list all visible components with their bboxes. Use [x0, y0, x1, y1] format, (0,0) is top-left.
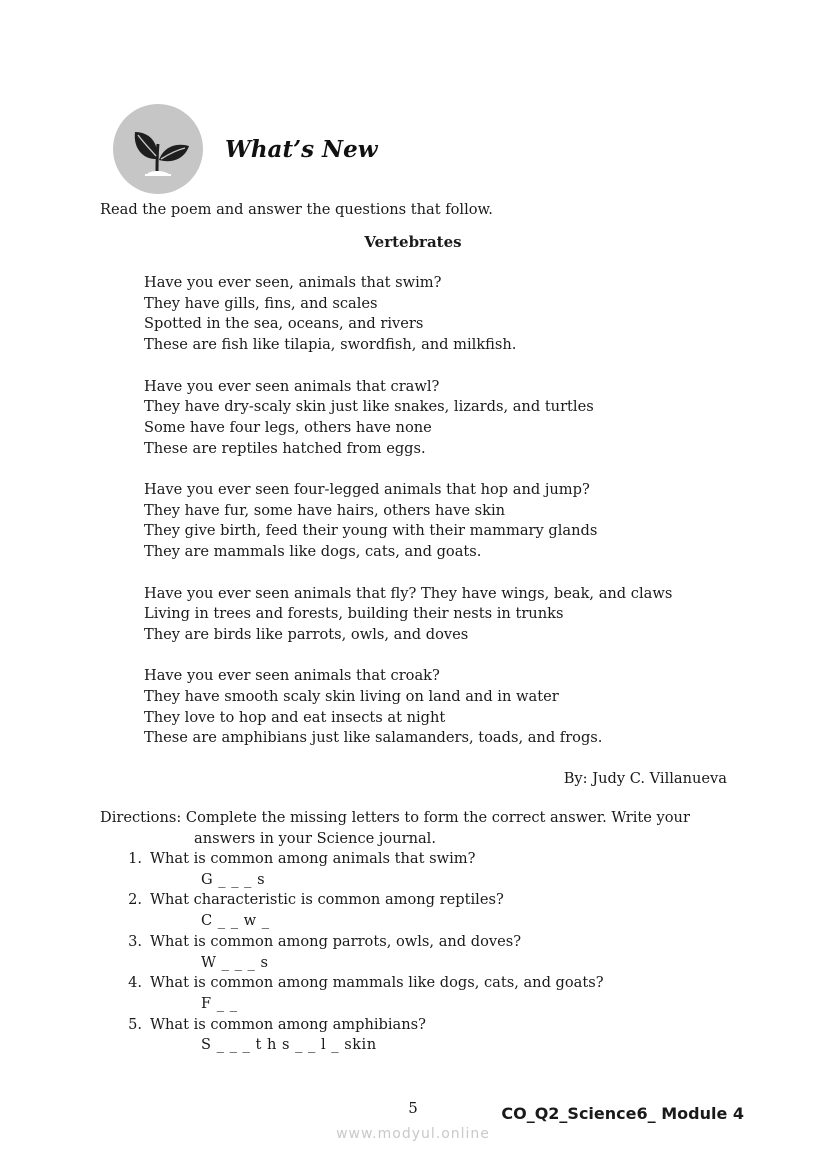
intro-text: Read the poem and answer the questions that follow. — [100, 201, 493, 218]
poem-line: These are reptiles hatched from eggs. — [144, 439, 426, 457]
question-item — [100, 1015, 604, 1036]
poem-line: They give birth, feed their young with their mammary glands — [144, 522, 598, 540]
poem-stanza-3 — [144, 480, 672, 563]
question-text: What is common among amphibians? — [150, 1015, 426, 1033]
question-text: What is common among parrots, owls, and doves? — [150, 932, 522, 950]
question-number: 5. — [128, 1015, 142, 1033]
answer-blank: G _ _ _ s — [201, 870, 266, 888]
question-number: 3. — [128, 932, 142, 950]
poem-body — [144, 273, 672, 770]
question-text: What characteristic is common among reptiles? — [150, 891, 504, 909]
poem-line: These are amphibians just like salamanders, toads, and frogs. — [144, 729, 603, 747]
poem-line: Have you ever seen four-legged animals that hop and jump? — [144, 481, 590, 498]
poem-line: They have dry-scaly skin just like snakes, lizards, and turtles — [144, 398, 594, 416]
question-number: 1. — [128, 850, 142, 867]
answer-blank: C _ _ w _ — [201, 912, 270, 930]
poem-line: They have fur, some have hairs, others have skin — [144, 501, 506, 519]
question-item — [100, 932, 604, 953]
poem-line: They love to hop and eat insects at night — [144, 708, 446, 726]
poem-stanza-1 — [144, 273, 672, 356]
answer-blank: S _ _ _ t h s _ _ l _ skin — [201, 1036, 377, 1054]
question-number: 4. — [128, 974, 142, 992]
seedling-icon — [113, 104, 203, 194]
poem-stanza-2 — [144, 377, 672, 460]
directions-line-1: Directions: Complete the missing letters to form the correct answer. Write your — [100, 809, 690, 826]
question-list — [100, 849, 604, 1056]
poem-title: Vertebrates — [364, 233, 462, 251]
watermark: www.modyul.online — [336, 1126, 490, 1142]
question-number: 2. — [128, 891, 142, 909]
question-item — [100, 973, 604, 994]
poem-line: Have you ever seen, animals that swim? — [144, 274, 442, 291]
poem-line: Have you ever seen animals that crawl? — [144, 377, 440, 395]
poem-line: They have smooth scaly skin living on land and in water — [144, 688, 559, 705]
poem-line: They are mammals like dogs, cats, and goats. — [144, 543, 482, 561]
module-code: CO_Q2_Science6_ Module 4 — [501, 1104, 744, 1123]
poem-stanza-4 — [144, 584, 672, 646]
poem-line: They have gills, fins, and scales — [144, 294, 378, 312]
poem-line: They are birds like parrots, owls, and doves — [144, 625, 469, 643]
poem-author: By: Judy C. Villanueva — [563, 770, 727, 787]
poem-stanza-5 — [144, 666, 672, 749]
directions-line-2: answers in your Science journal. — [194, 829, 436, 847]
section-icon-badge — [113, 104, 203, 194]
directions — [100, 808, 690, 849]
poem-line: Spotted in the sea, oceans, and rivers — [144, 315, 424, 333]
poem-line: These are fish like tilapia, swordfish, and milkfish. — [144, 336, 517, 354]
question-item — [100, 890, 604, 911]
poem-line: Living in trees and forests, building their nests in trunks — [144, 605, 564, 623]
question-text: What is common among mammals like dogs, cats, and goats? — [150, 974, 604, 992]
poem-line: Have you ever seen animals that croak? — [144, 667, 440, 685]
poem-line: Some have four legs, others have none — [144, 418, 432, 436]
poem-line: Have you ever seen animals that fly? They have wings, beak, and claws — [144, 584, 673, 602]
answer-blank: W _ _ _ s — [201, 953, 269, 971]
question-item — [100, 849, 604, 870]
question-text: What is common among animals that swim? — [150, 850, 476, 867]
section-title: What’s New — [225, 136, 378, 163]
page-number: 5 — [408, 1099, 418, 1117]
answer-blank: F _ _ — [201, 994, 238, 1012]
